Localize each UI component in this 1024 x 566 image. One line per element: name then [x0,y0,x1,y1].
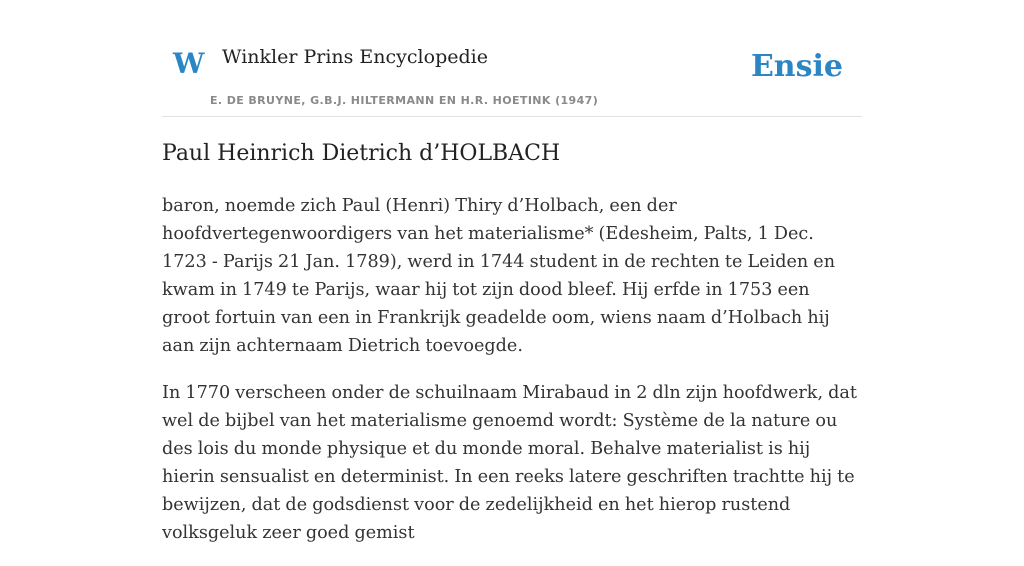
site-title[interactable]: Winkler Prins Encyclopedie [222,46,488,68]
authors-line: E. DE BRUYNE, G.B.J. HILTERMANN EN H.R. HOETINK (1947) [210,94,599,107]
paragraph: baron, noemde zich Paul (Henri) Thiry d’Holbach, een der hoofdvertegenwoordigers van het materialisme* (Edesheim, Palts, 1 Dec. 1723 - Parijs 21 Jan. 1789), werd in 1744 student in de rechten te Leiden en kwam in 1749 te Parijs, waar hij tot zijn dood bleef. Hij erfde in 1753 een groot fortuin van een in Frankrijk geadelde oom, wiens naam d’Holbach hij aan zijn achternaam Dietrich toevoegde. [162,196,836,356]
winkler-prins-logo[interactable]: W [173,47,205,80]
site-header [162,0,862,117]
article-title: Paul Heinrich Dietrich d’HOLBACH [162,141,561,166]
paragraph: In 1770 verscheen onder de schuilnaam Mirabaud in 2 dln zijn hoofdwerk, dat wel de bijbel van het materialisme genoemd wordt: Système de la nature ou des lois du monde physique et du monde moral. Behalve materialist is hij hierin sensualist en determinist. In een reeks latere geschriften trachtte hij te bewijzen, dat de godsdienst voor de zedelijkheid en het hierop rustend volksgeluk zeer goed gemist [162,383,857,543]
ensie-logo[interactable]: Ensie [750,49,843,84]
article-body [162,192,862,566]
